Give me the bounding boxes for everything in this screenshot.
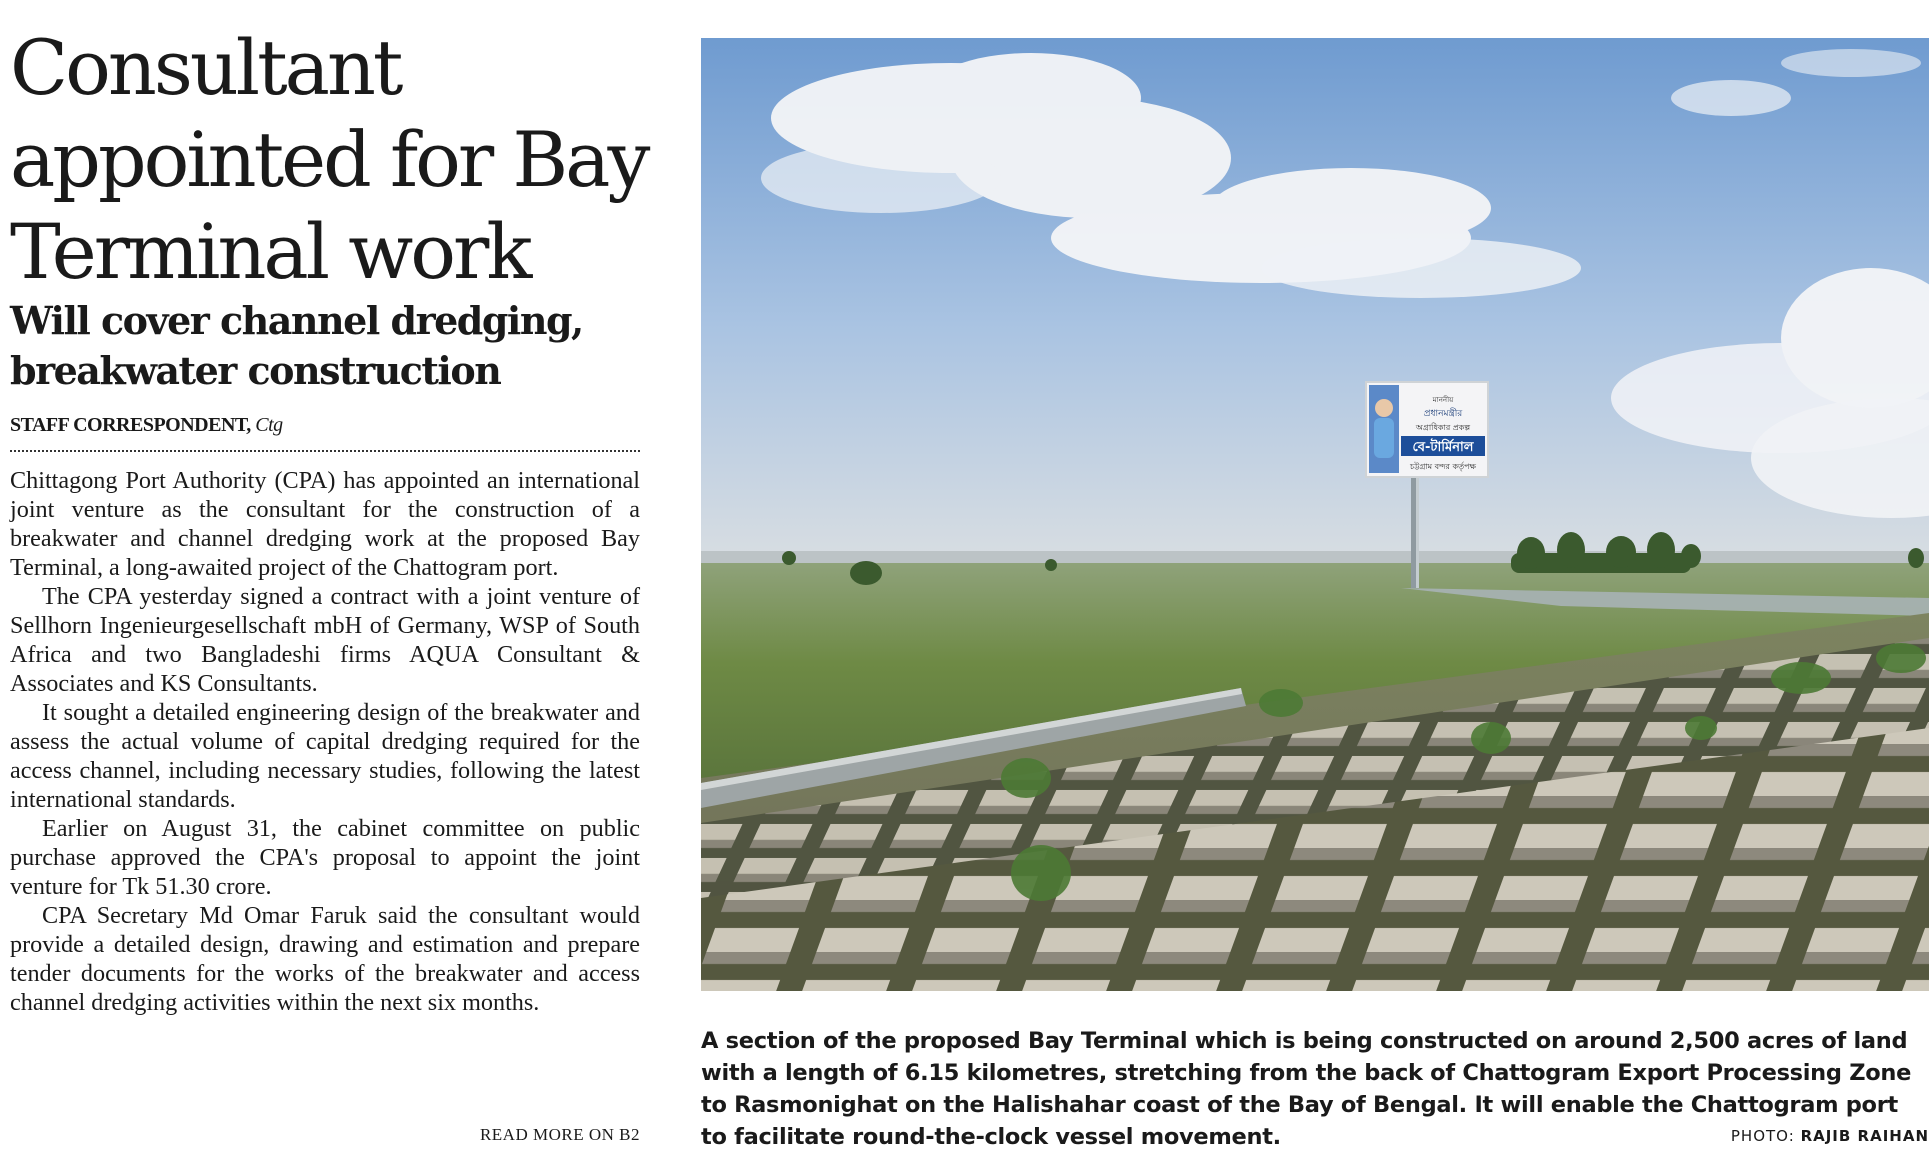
article-paragraph: It sought a detailed engineering design of the breakwater and assess the actual volume of capital dredging required for the access channel, including necessary studies, following the latest international standards. [10, 699, 640, 813]
photo-credit [1731, 1127, 1929, 1145]
photo-credit-name: RAJIB RAIHAN [1800, 1127, 1929, 1145]
byline-divider [10, 450, 640, 452]
billboard-title: বে-টার্মিনাল [1412, 440, 1474, 455]
billboard-line: চট্টগ্রাম বন্দর কর্তৃপক্ষ [1410, 462, 1476, 471]
article-paragraph: The CPA yesterday signed a contract with a joint venture of Sellhorn Ingenieurgesellschaft mbH of Germany, WSP of South Africa and two Bangladeshi firms AQUA Consultant & Associates and KS Consultants. [10, 583, 640, 697]
billboard-line: মাননীয় [1432, 396, 1454, 404]
horizon-water [701, 551, 1929, 565]
billboard-line: অগ্রাধিকার প্রকল্প [1415, 423, 1471, 432]
article-paragraph: Earlier on August 31, the cabinet committee on public purchase approved the CPA's proposal to appoint the joint venture for Tk 51.30 crore. [10, 815, 640, 900]
byline-location: Ctg [255, 414, 283, 436]
article-paragraph: Chittagong Port Authority (CPA) has appointed an international joint venture as the consultant for the construction of a breakwater and channel dredging work at the proposed Bay Terminal, a long-awaited project of the Chattogram port. [10, 467, 640, 581]
byline [10, 414, 640, 437]
article-photo [701, 38, 1929, 991]
subheadline: Will cover channel dredging, breakwater construction [10, 298, 583, 393]
article-paragraph: CPA Secretary Md Omar Faruk said the consultant would provide a detailed design, drawing and estimation and prepare tender documents for the works of the breakwater and access channel dredging activities within the next six months. [10, 902, 640, 1016]
read-more-jump: READ MORE ON B2 [479, 1125, 640, 1144]
article-body [10, 466, 640, 1017]
billboard-line: প্রধানমন্ত্রীর [1423, 409, 1463, 419]
headline: Consultant appointed for Bay Terminal work [10, 23, 648, 296]
photo-caption: A section of the proposed Bay Terminal which is being constructed on around 2,500 acres of land with a length of 6.15 kilometres, stretching from the back of Chattogram Export Processing Zone to Rasmonighat on the Halishahar coast of the Bay of Bengal. It will enable the Chattogram port to facilitate round-the-clock vessel movement. [701, 1028, 1912, 1150]
photo-credit-label: PHOTO: [1730, 1127, 1795, 1145]
byline-author: STAFF CORRESPONDENT, [10, 414, 251, 436]
